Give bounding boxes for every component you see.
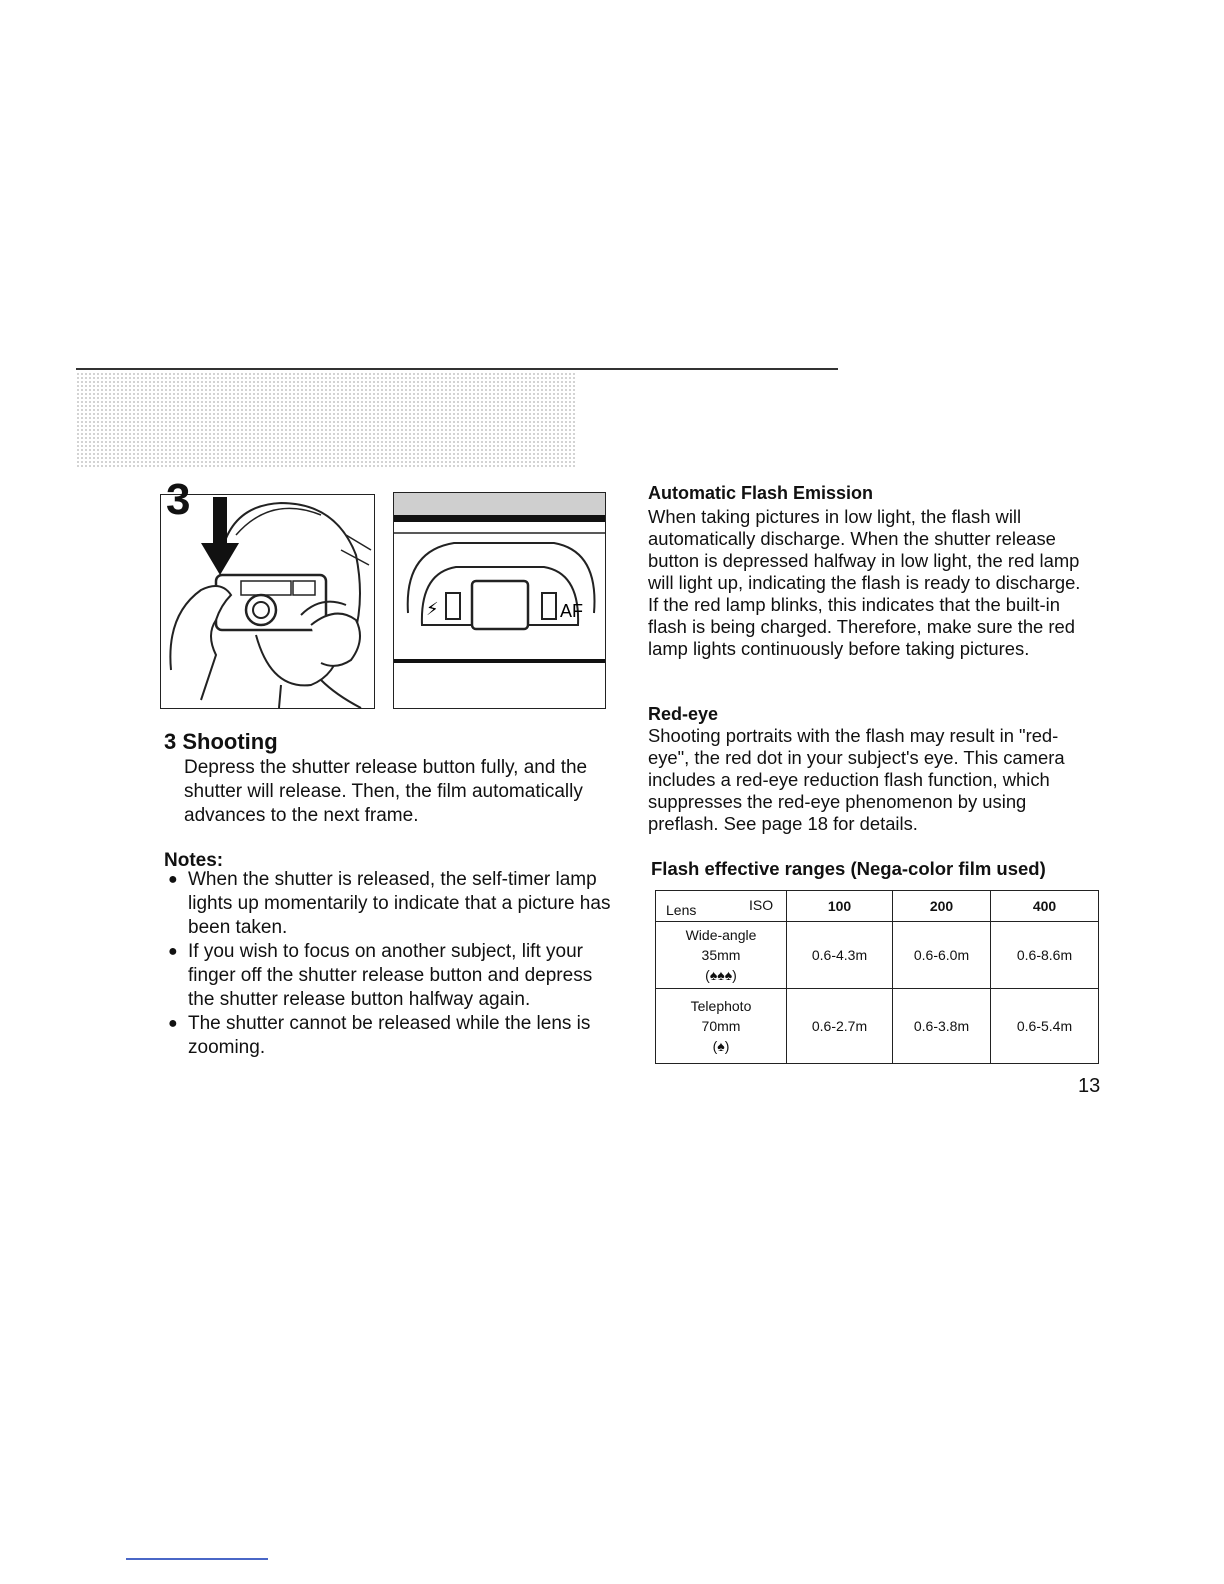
- shooting-heading: 3 Shooting: [164, 729, 278, 754]
- notes-list: [164, 868, 614, 1060]
- bullet-icon: ●: [168, 871, 178, 888]
- iso-100-header: 100: [787, 891, 893, 922]
- page-number: 13: [1078, 1075, 1101, 1097]
- range-cell: 0.6-8.6m: [991, 922, 1099, 989]
- range-cell: 0.6-4.3m: [787, 922, 893, 989]
- af-label: AF: [560, 601, 584, 621]
- flash-range-table: [655, 890, 1099, 1064]
- iso-200-header: 200: [893, 891, 991, 922]
- wide-angle-zoom-icon: (♠♠♠): [705, 967, 737, 983]
- step-number: 3: [166, 475, 191, 524]
- lens-cell: Wide-angle 35mm (♠♠♠): [656, 922, 787, 989]
- table-row: [656, 922, 1099, 989]
- person-with-camera-drawing: [161, 495, 374, 708]
- table-header-row: [656, 891, 1099, 922]
- range-cell: 0.6-3.8m: [893, 989, 991, 1064]
- header-halftone-band: [76, 372, 576, 468]
- range-cell: 0.6-5.4m: [991, 989, 1099, 1064]
- shooting-paragraph: Depress the shutter release button fully, and the shutter will release. Then, the film automatically advances to the next frame.: [184, 757, 588, 826]
- notes-heading: Notes:: [164, 850, 224, 871]
- table-row: [656, 989, 1099, 1064]
- lens-cell: Telephoto 70mm (♠): [656, 989, 787, 1064]
- red-eye-paragraph: Shooting portraits with the flash may result in "red-eye", the red dot in your subject's eye. This camera includes a red-eye reduction flash function, which suppresses the red-eye phenomenon by using preflash. See page 18 for details.: [648, 725, 1065, 834]
- iso-400-header: 400: [991, 891, 1099, 922]
- viewfinder-illustration: [393, 492, 606, 709]
- list-item: ● When the shutter is released, the self-timer lamp lights up momentarily to indicate that a picture has been taken.: [168, 869, 611, 938]
- range-cell: 0.6-6.0m: [893, 922, 991, 989]
- header-rule: [76, 368, 838, 370]
- shooting-illustration: [160, 494, 375, 709]
- lens-iso-header-cell: Lens ISO: [656, 891, 787, 922]
- bullet-icon: ●: [168, 943, 178, 960]
- auto-flash-paragraph: When taking pictures in low light, the flash will automatically discharge. When the shutter release button is depressed halfway in low light, the red lamp will light up, indicating the flash is ready to discharge. If the red lamp blinks, this indicates that the built-in flash is being charged. Therefore, make sure the red lamp lights continuously before taking pictures.: [648, 506, 1081, 659]
- list-item: ● The shutter cannot be released while the lens is zooming.: [168, 1013, 591, 1058]
- range-cell: 0.6-2.7m: [787, 989, 893, 1064]
- auto-flash-heading: Automatic Flash Emission: [648, 483, 874, 503]
- bullet-icon: ●: [168, 1015, 178, 1032]
- telephoto-zoom-icon: (♠): [712, 1038, 730, 1054]
- bottom-rule: [126, 1558, 268, 1560]
- flash-table-title: Flash effective ranges (Nega-color film used): [651, 858, 1046, 879]
- list-item: ● If you wish to focus on another subject, lift your finger off the shutter release button and depress the shutter release button halfway again.: [168, 941, 593, 1010]
- flash-symbol-icon: ⚡: [426, 599, 439, 620]
- red-eye-heading: Red-eye: [648, 704, 719, 724]
- viewfinder-drawing: [394, 493, 605, 708]
